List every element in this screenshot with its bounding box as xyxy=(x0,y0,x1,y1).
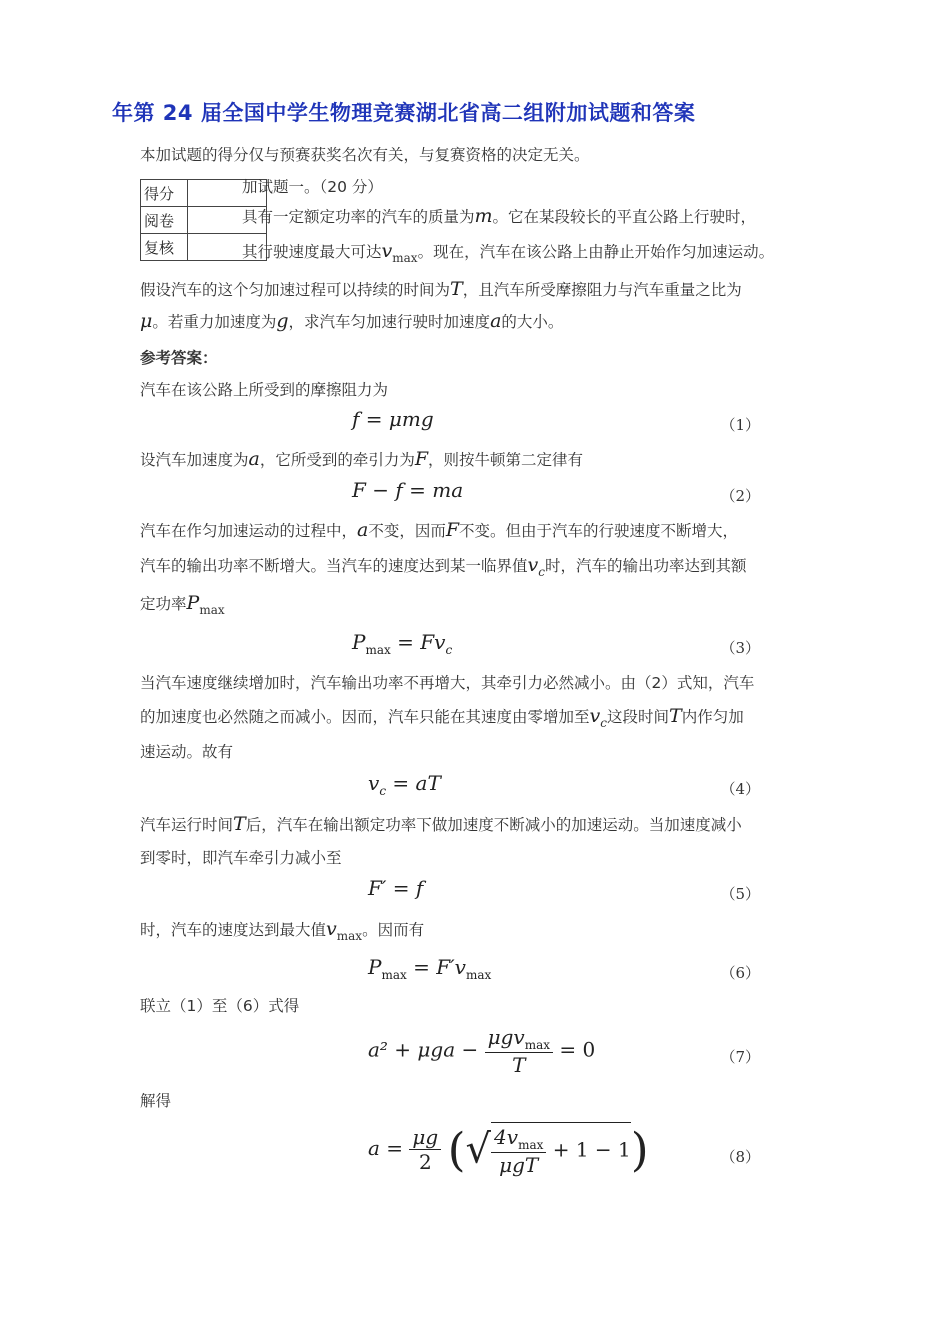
answer-line-1: 汽车在该公路上所受到的摩擦阻力为 xyxy=(140,381,389,399)
reviewer-label: 复核 xyxy=(141,234,188,261)
answer-line-11: 时，汽车的速度达到最大值$v_{max}$。因而有 xyxy=(140,918,425,943)
equation-number-4: （4） xyxy=(720,780,760,798)
equation-1: f = μmg xyxy=(352,407,434,431)
equation-8-coefficient: $\frac{\mu g}{2}$ xyxy=(409,1125,441,1174)
equation-number-2: （2） xyxy=(720,487,760,505)
equation-number-5: （5） xyxy=(720,885,760,903)
answer-line-13: 解得 xyxy=(140,1092,172,1110)
intro-text: 本加试题的得分仅与预赛获奖名次有关，与复赛资格的决定无关。 xyxy=(140,146,590,164)
answer-line-9: 汽车运行时间T后，汽车在输出额定功率下做加速度不断减小的加速运动。当加速度减小 xyxy=(140,813,742,835)
question-line-3: 假设汽车的这个匀加速过程可以持续的时间为T，且汽车所受摩擦阻力与汽车重量之比为 xyxy=(140,278,742,300)
answer-heading: 参考答案： xyxy=(140,349,218,367)
answer-line-10: 到零时，即汽车牵引力减小至 xyxy=(140,849,342,867)
equation-8: a = $\frac{\mu g}{2}$ (√ $\frac{4v_{max}}{\text{μgT}}$ + 1 − 1) xyxy=(368,1122,649,1177)
equation-number-6: （6） xyxy=(720,964,760,982)
answer-line-8: 速运动。故有 xyxy=(140,743,234,761)
grader-label: 阅卷 xyxy=(141,207,188,234)
question-line-1: 具有一定额定功率的汽车的质量为m。它在某段较长的平直公路上行驶时， xyxy=(242,205,757,227)
equation-7-fraction: $\frac{\mu gv_{max}}{T}$ xyxy=(485,1025,553,1077)
equation-number-1: （1） xyxy=(720,416,760,434)
equation-6: $P_{max} = F'v_{max}$ xyxy=(368,955,492,982)
answer-line-4: 汽车的输出功率不断增大。当汽车的速度达到某一临界值$v_c$时，汽车的输出功率达到其额 xyxy=(140,554,747,579)
answer-line-3: 汽车在作匀加速运动的过程中，a不变，因而F不变。但由于汽车的行驶速度不断增大， xyxy=(140,519,739,541)
document-title: 年第 24 届全国中学生物理竞赛湖北省高二组附加试题和答案 xyxy=(112,101,696,125)
answer-line-12: 联立（1）至（6）式得 xyxy=(140,997,300,1015)
equation-7: a² + μga − $\frac{\mu gv_{max}}{T}$ = 0 xyxy=(368,1025,596,1077)
question-line-4: μ。若重力加速度为g，求汽车匀加速行驶时加速度a的大小。 xyxy=(140,310,564,332)
equation-3: $P_{max} = Fv_c$ xyxy=(352,630,453,657)
answer-line-7: 的加速度也必然随之而减小。因而，汽车只能在其速度由零增加至$v_c$这段时间T内作匀加 xyxy=(140,705,744,730)
answer-line-5: 定功率$P_{max}$ xyxy=(140,592,225,617)
equation-5: F′ = f xyxy=(368,876,424,900)
question-line-2: 其行驶速度最大可达$v_{max}$。现在，汽车在该公路上由静止开始作匀加速运动。 xyxy=(242,240,775,265)
equation-8-root-fraction: $\frac{4v_{max}}{\text{μgT}}$ xyxy=(491,1125,546,1177)
equation-4: $v_c$ = aT xyxy=(368,771,441,798)
equation-number-8: （8） xyxy=(720,1148,760,1166)
equation-number-7: （7） xyxy=(720,1048,760,1066)
answer-line-6: 当汽车速度继续增加时，汽车输出功率不再增大，其牵引力必然减小。由（2）式知，汽车 xyxy=(140,674,755,692)
score-label: 得分 xyxy=(141,180,188,207)
equation-2: F − f = ma xyxy=(352,478,464,502)
question-heading: 加试题一。（20 分） xyxy=(242,178,383,196)
equation-number-3: （3） xyxy=(720,639,760,657)
answer-line-2: 设汽车加速度为a，它所受到的牵引力为F，则按牛顿第二定律有 xyxy=(140,448,584,470)
